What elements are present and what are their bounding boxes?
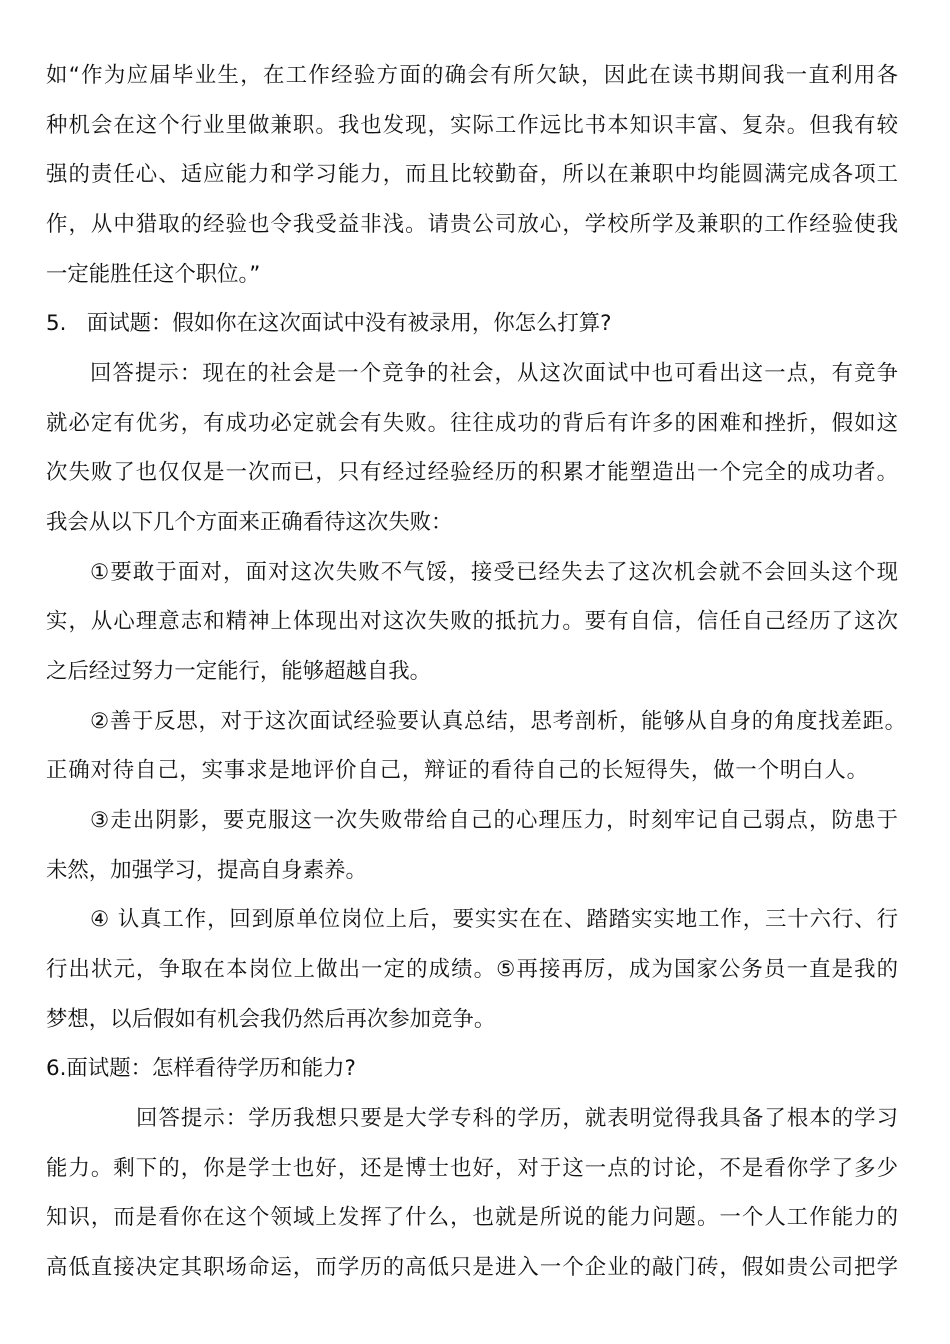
text-line: 作，从中猎取的经验也令我受益非浅。请贵公司放心，学校所学及兼职的工作经验使我 (46, 212, 898, 237)
text-line: 强的责任心、适应能力和学习能力，而且比较勤奋，所以在兼职中均能圆满完成各项工 (46, 162, 898, 187)
question-heading: 6.面试题：怎样看待学历和能力? (46, 1056, 356, 1081)
text-line: ④ 认真工作，回到原单位岗位上后，要实实在在、踏踏实实地工作，三十六行、行 (90, 907, 898, 932)
text-line: ③走出阴影，要克服这一次失败带给自己的心理压力，时刻牢记自己弱点，防患于 (90, 808, 898, 833)
text-line: 如“作为应届毕业生，在工作经验方面的确会有所欠缺，因此在读书期间我一直利用各 (46, 63, 898, 88)
text-line: ①要敢于面对，面对这次失败不气馁，接受已经失去了这次机会就不会回头这个现 (90, 560, 898, 585)
text-line: 我会从以下几个方面来正确看待这次失败： (46, 510, 453, 535)
text-line: 就必定有优劣，有成功必定就会有失败。往往成功的背后有许多的困难和挫折，假如这 (46, 411, 898, 436)
text-line: 回答提示：学历我想只要是大学专科的学历，就表明觉得我具备了根本的学习 (136, 1106, 898, 1131)
text-line: 梦想，以后假如有机会我仍然后再次参加竞争。 (46, 1007, 496, 1032)
text-line: ②善于反思，对于这次面试经验要认真总结，思考剖析，能够从自身的角度找差距。 (90, 709, 906, 734)
text-line: 之后经过努力一定能行，能够超越自我。 (46, 659, 432, 684)
text-line: 种机会在这个行业里做兼职。我也发现，实际工作远比书本知识丰富、复杂。但我有较 (46, 113, 898, 138)
question-heading: 5. 面试题：假如你在这次面试中没有被录用，你怎么打算? (46, 311, 612, 336)
text-line: 次失败了也仅仅是一次而已，只有经过经验经历的积累才能塑造出一个完全的成功者。 (46, 460, 898, 485)
text-line: 回答提示：现在的社会是一个竞争的社会，从这次面试中也可看出这一点，有竞争 (90, 361, 898, 386)
text-line: 正确对待自己，实事求是地评价自己，辩证的看待自己的长短得失，做一个明白人。 (46, 758, 868, 783)
text-line: 行出状元，争取在本岗位上做出一定的成绩。⑤再接再厉，成为国家公务员一直是我的 (46, 957, 898, 982)
text-line: 高低直接决定其职场命运，而学历的高低只是进入一个企业的敲门砖，假如贵公司把学 (46, 1255, 898, 1280)
text-line: 实，从心理意志和精神上体现出对这次失败的抵抗力。要有自信，信任自己经历了这次 (46, 609, 898, 634)
text-line: 一定能胜任这个职位。” (46, 262, 261, 287)
text-line: 知识，而是看你在这个领域上发挥了什么，也就是所说的能力问题。一个人工作能力的 (46, 1205, 898, 1230)
text-line: 未然，加强学习，提高自身素养。 (46, 858, 367, 883)
text-line: 能力。剩下的，你是学士也好，还是博士也好，对于这一点的讨论，不是看你学了多少 (46, 1156, 898, 1181)
